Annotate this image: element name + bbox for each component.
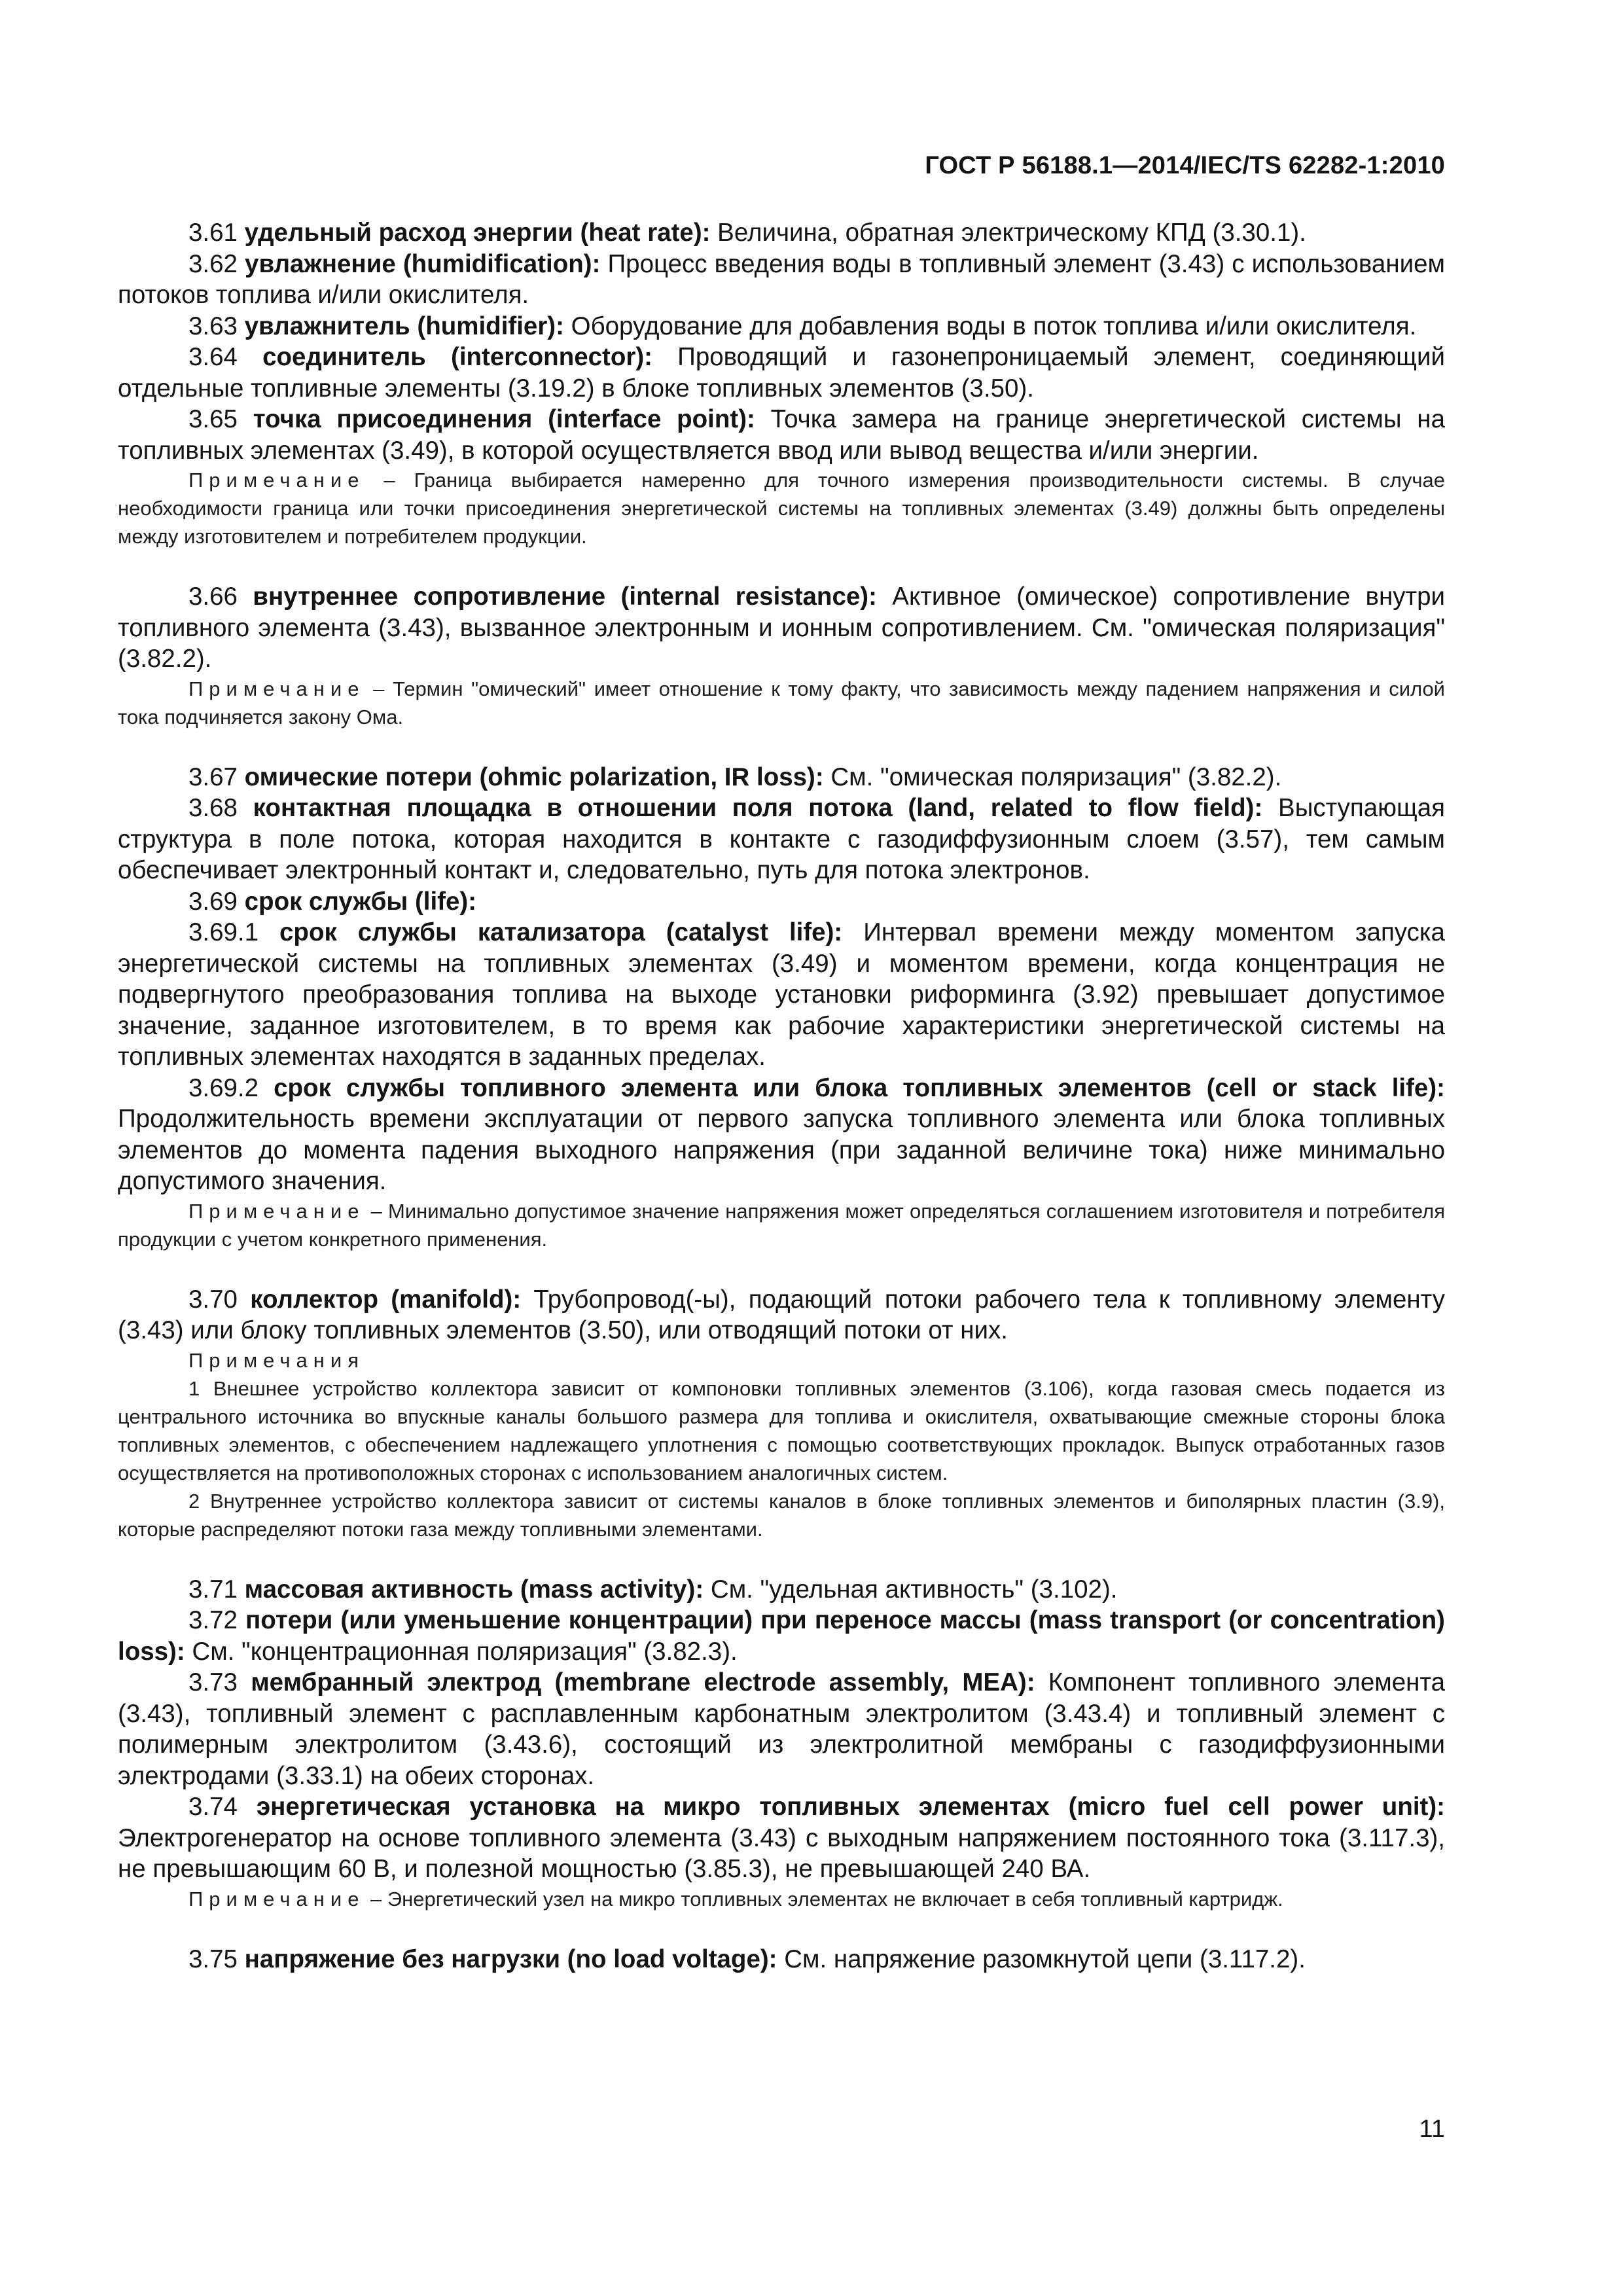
term: внутреннее сопротивление (internal resistance): (253, 583, 877, 611)
note-label: Примечание (188, 1887, 365, 1910)
term: мембранный электрод (membrane electrode assembly, MEA): (251, 1668, 1035, 1696)
term: срок службы катализатора (catalyst life): (279, 918, 843, 946)
term: соединитель (interconnector): (262, 343, 653, 371)
note-label: Примечание (188, 1199, 365, 1223)
term: срок службы (life): (244, 887, 477, 916)
term: коллектор (manifold): (250, 1285, 522, 1314)
entry-3-69-1: 3.69.1 срок службы катализатора (catalyst life): Интервал времени между моментом запуска энергетической системы на топливных элементах (3.49) и моментом времени, когда концентрация не подвергнутого преобразования топлива на выходе установки риформинга (3.92) превышает допустимое значение, заданное изготовителем, в то время как рабочие характеристики энергетической системы на топливных элементах находятся в заданных пределах. (118, 918, 1445, 1071)
entry-3-61: 3.61 удельный расход энергии (heat rate): Величина, обратная электрическому КПД (3.30.1). (188, 219, 1306, 247)
term: контактная площадка в отношении поля потока (land, related to flow field): (253, 794, 1263, 822)
page-body (118, 217, 1445, 1975)
document-header: ГОСТ Р 56188.1—2014/IEC/TS 62282-1:2010 (925, 152, 1445, 179)
entry-3-67: 3.67 омические потери (ohmic polarization, IR loss): См. "омическая поляризация" (3.82.2). (188, 762, 1282, 791)
note-label: Примечание (188, 677, 365, 700)
entry-3-68: 3.68 контактная площадка в отношении поля потока (land, related to flow field): Выступающая структура в поле потока, которая находится в контакте с газодиффузионным слоем (3.57), тем самым обеспечивает электронный контакт и, следовательно, путь для потока электронов. (118, 794, 1445, 884)
term: энергетическая установка на микро топливных элементах (micro fuel cell power unit): (256, 1793, 1445, 1821)
term: омические потери (ohmic polarization, IR loss): (244, 762, 824, 791)
entry-3-74: 3.74 энергетическая установка на микро топливных элементах (micro fuel cell power unit): Электрогенератор на основе топливного элемента (3.43) с выходным напряжением постоянного тока (3.117.3), не превышающим 60 В, и полезной мощностью (3.85.3), не превышающей 240 ВА. (118, 1793, 1445, 1883)
entry-3-63: 3.63 увлажнитель (humidifier): Оборудование для добавления воды в поток топлива и/или окислителя. (188, 312, 1417, 340)
term: срок службы топливного элемента или блока топливных элементов (cell or stack life): (274, 1073, 1445, 1102)
entry-3-62: 3.62 увлажнение (humidification): Процесс введения воды в топливный элемент (3.43) с использованием потоков топлива и/или окислителя. (118, 249, 1445, 309)
note-label: Примечание (188, 469, 365, 492)
entry-3-73: 3.73 мембранный электрод (membrane electrode assembly, MEA): Компонент топливного элемента (3.43), топливный элемент с расплавленным карбонатным электролитом (3.43.4) и топливный элемент с полимерным электролитом (3.43.6), состоящий из электролитной мембраны с газодиффузионными электродами (3.33.1) на обеих сторонах. (118, 1668, 1446, 1790)
spacer (118, 731, 1445, 762)
note-3-74: Примечание – Энергетический узел на микро топливных элементах не включает в себя топливный картридж. (188, 1887, 1283, 1910)
spacer (118, 550, 1445, 581)
note-3-70-label (118, 1346, 1445, 1374)
note-3-65: Примечание – Граница выбирается намеренно для точного измерения производительности системы. В случае необходимости граница или точки присоединения энергетической системы на топливных элементах (3.49) должны быть определены между изготовителем и потребителем продукции. (118, 469, 1445, 548)
spacer (118, 1543, 1445, 1574)
note-label: Примечания (188, 1348, 365, 1372)
entry-3-64: 3.64 соединитель (interconnector): Проводящий и газонепроницаемый элемент, соединяющий отдельные топливные элементы (3.19.2) в блоке топливных элементов (3.50). (118, 343, 1445, 403)
term: точка присоединения (interface point): (253, 405, 755, 433)
note-3-70-item-2: 2 Внутреннее устройство коллектора зависит от системы каналов в блоке топливных элементов и биполярных пластин (3.9), которые распределяют потоки газа между топливными элементами. (118, 1489, 1445, 1541)
spacer (118, 1913, 1445, 1944)
spacer (118, 1253, 1445, 1284)
entry-3-65: 3.65 точка присоединения (interface point): Точка замера на границе энергетической системы на топливных элементах (3.49), в которой осуществляется ввод или вывод вещества и/или энергии. (118, 405, 1445, 465)
entry-3-71: 3.71 массовая активность (mass activity): См. "удельная активность" (3.102). (188, 1575, 1118, 1604)
term: удельный расход энергии (heat rate): (244, 219, 711, 247)
note-3-69-2: Примечание – Минимально допустимое значение напряжения может определяться соглашением изготовителя и потребителя продукции с учетом конкретного применения. (118, 1199, 1445, 1251)
entry-3-70: 3.70 коллектор (manifold): Трубопровод(-ы), подающий потоки рабочего тела к топливному элементу (3.43) или блоку топливных элементов (3.50), или отводящий потоки от них. (118, 1285, 1445, 1344)
term: потери (или уменьшение концентрации) при переносе массы (mass transport (or concentration) loss): (118, 1606, 1445, 1666)
term: массовая активность (mass activity): (244, 1575, 704, 1604)
entry-3-69: 3.69 срок службы (life): (188, 887, 477, 916)
term: увлажнение (humidification): (245, 249, 601, 278)
entry-3-72: 3.72 потери (или уменьшение концентрации) при переносе массы (mass transport (or concentration) loss): См. "концентрационная поляризация" (3.82.3). (118, 1606, 1445, 1666)
term: увлажнитель (humidifier): (244, 312, 564, 340)
page-number: 11 (1419, 2115, 1445, 2143)
note-3-70-item-1: 1 Внешнее устройство коллектора зависит от компоновки топливных элементов (3.106), когда газовая смесь подается из центрального источника во впускные каналы большого размера для топлива и окислителя, охватывающие смежные стороны блока топливных элементов, с обеспечением надлежащего уплотнения с помощью соответствующих прокладок. Выпуск отработанных газов осуществляется на противоположных сторонах с использованием аналогичных систем. (118, 1376, 1445, 1484)
entry-3-66: 3.66 внутреннее сопротивление (internal resistance): Активное (омическое) сопротивление внутри топливного элемента (3.43), вызванное электронным и ионным сопротивлением. См. "омическая поляризация" (3.82.2). (118, 583, 1446, 673)
entry-3-69-2: 3.69.2 срок службы топливного элемента или блока топливных элементов (cell or stack life): Продолжительность времени эксплуатации от первого запуска топливного элемента или блока топливных элементов до момента падения выходного напряжения (при заданной величине тока) ниже минимально допустимого значения. (118, 1073, 1445, 1195)
entry-3-75: 3.75 напряжение без нагрузки (no load voltage): См. напряжение разомкнутой цепи (3.117.2). (188, 1945, 1306, 1973)
note-3-66: Примечание – Термин "омический" имеет отношение к тому факту, что зависимость между падением напряжения и силой тока подчиняется закону Ома. (118, 677, 1445, 728)
term: напряжение без нагрузки (no load voltage): (244, 1945, 777, 1973)
